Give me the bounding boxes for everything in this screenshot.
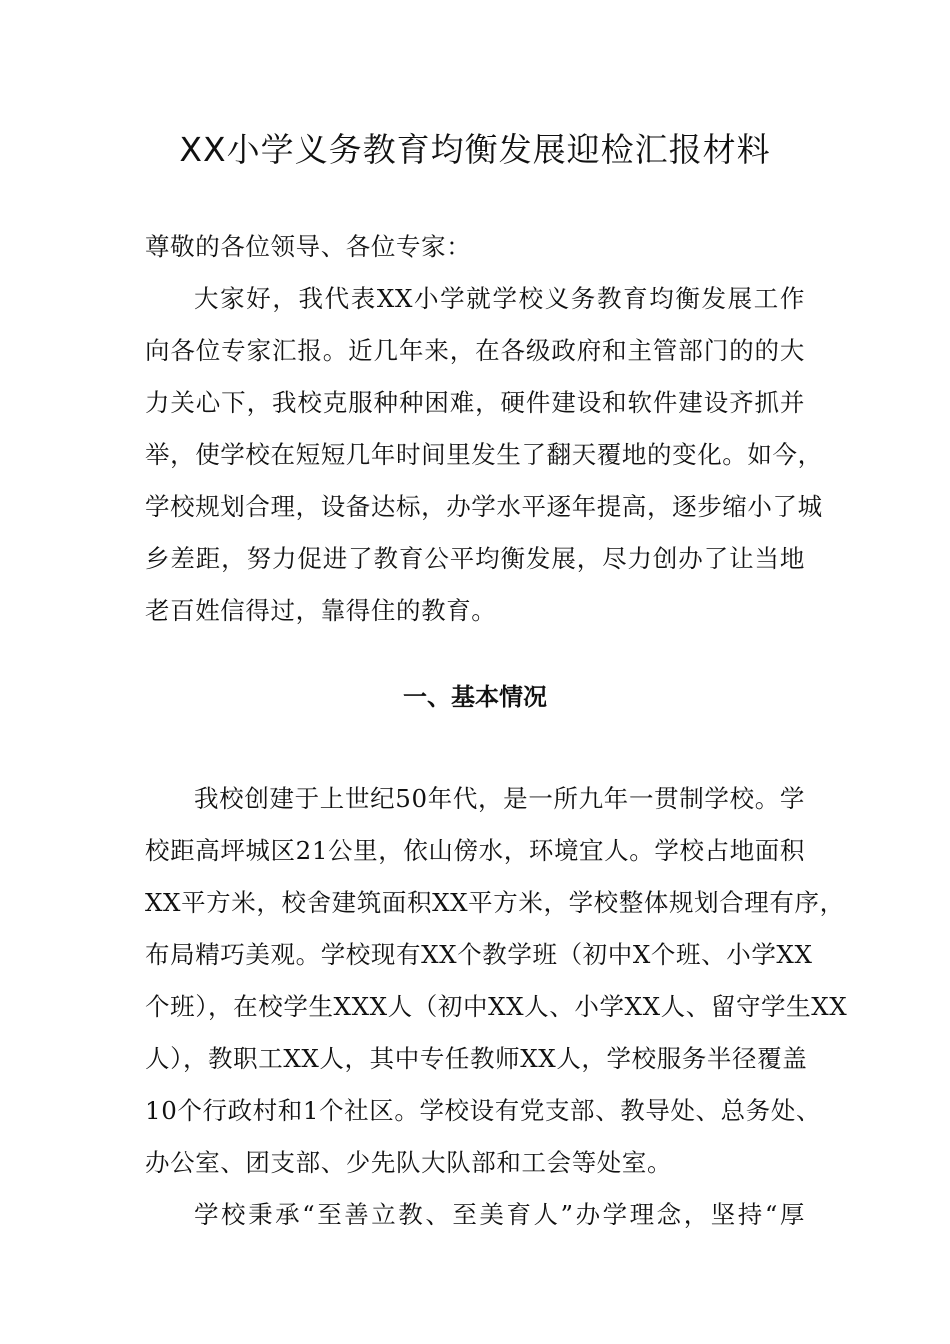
section-1-line-1: 我校创建于上世纪50年代，是一所九年一贯制学校。学 bbox=[194, 784, 805, 813]
intro-line-1: 大家好，我代表XX小学就学校义务教育均衡发展工作 bbox=[194, 284, 805, 313]
section-1-line-3: XX平方米，校舍建筑面积XX平方米，学校整体规划合理有序， bbox=[145, 888, 845, 917]
intro-line-3: 力关心下，我校克服种种困难，硬件建设和软件建设齐抓并 bbox=[145, 388, 805, 417]
section-1-line-5: 个班），在校学生XXX人（初中XX人、小学XX人、留守学生XX bbox=[145, 992, 848, 1021]
section-1-line-6: 人），教职工XX人，其中专任教师XX人，学校服务半径覆盖 bbox=[145, 1044, 808, 1073]
section-1-para2-line-1: 学校秉承“至善立教、至美育人”办学理念，坚持“厚 bbox=[194, 1200, 805, 1229]
section-1-line-4: 布局精巧美观。学校现有XX个教学班（初中X个班、小学XX bbox=[145, 940, 813, 969]
intro-line-4: 举，使学校在短短几年时间里发生了翻天覆地的变化。如今， bbox=[145, 440, 823, 469]
intro-line-5: 学校规划合理，设备达标，办学水平逐年提高，逐步缩小了城 bbox=[145, 492, 823, 521]
section-heading-basic-situation: 一、基本情况 bbox=[403, 683, 547, 711]
intro-line-7: 老百姓信得过，靠得住的教育。 bbox=[145, 596, 497, 625]
section-1-line-8: 办公室、团支部、少先队大队部和工会等处室。 bbox=[145, 1148, 673, 1177]
salutation: 尊敬的各位领导、各位专家： bbox=[145, 232, 472, 261]
intro-line-6: 乡差距，努力促进了教育公平均衡发展，尽力创办了让当地 bbox=[145, 544, 805, 573]
section-1-line-7: 10个行政村和1个社区。学校设有党支部、教导处、总务处、 bbox=[145, 1096, 822, 1125]
document-title: XX小学义务教育均衡发展迎检汇报材料 bbox=[179, 130, 771, 169]
section-1-line-2: 校距高坪城区21公里，依山傍水，环境宜人。学校占地面积 bbox=[145, 836, 805, 865]
intro-line-2: 向各位专家汇报。近几年来，在各级政府和主管部门的的大 bbox=[145, 336, 805, 365]
